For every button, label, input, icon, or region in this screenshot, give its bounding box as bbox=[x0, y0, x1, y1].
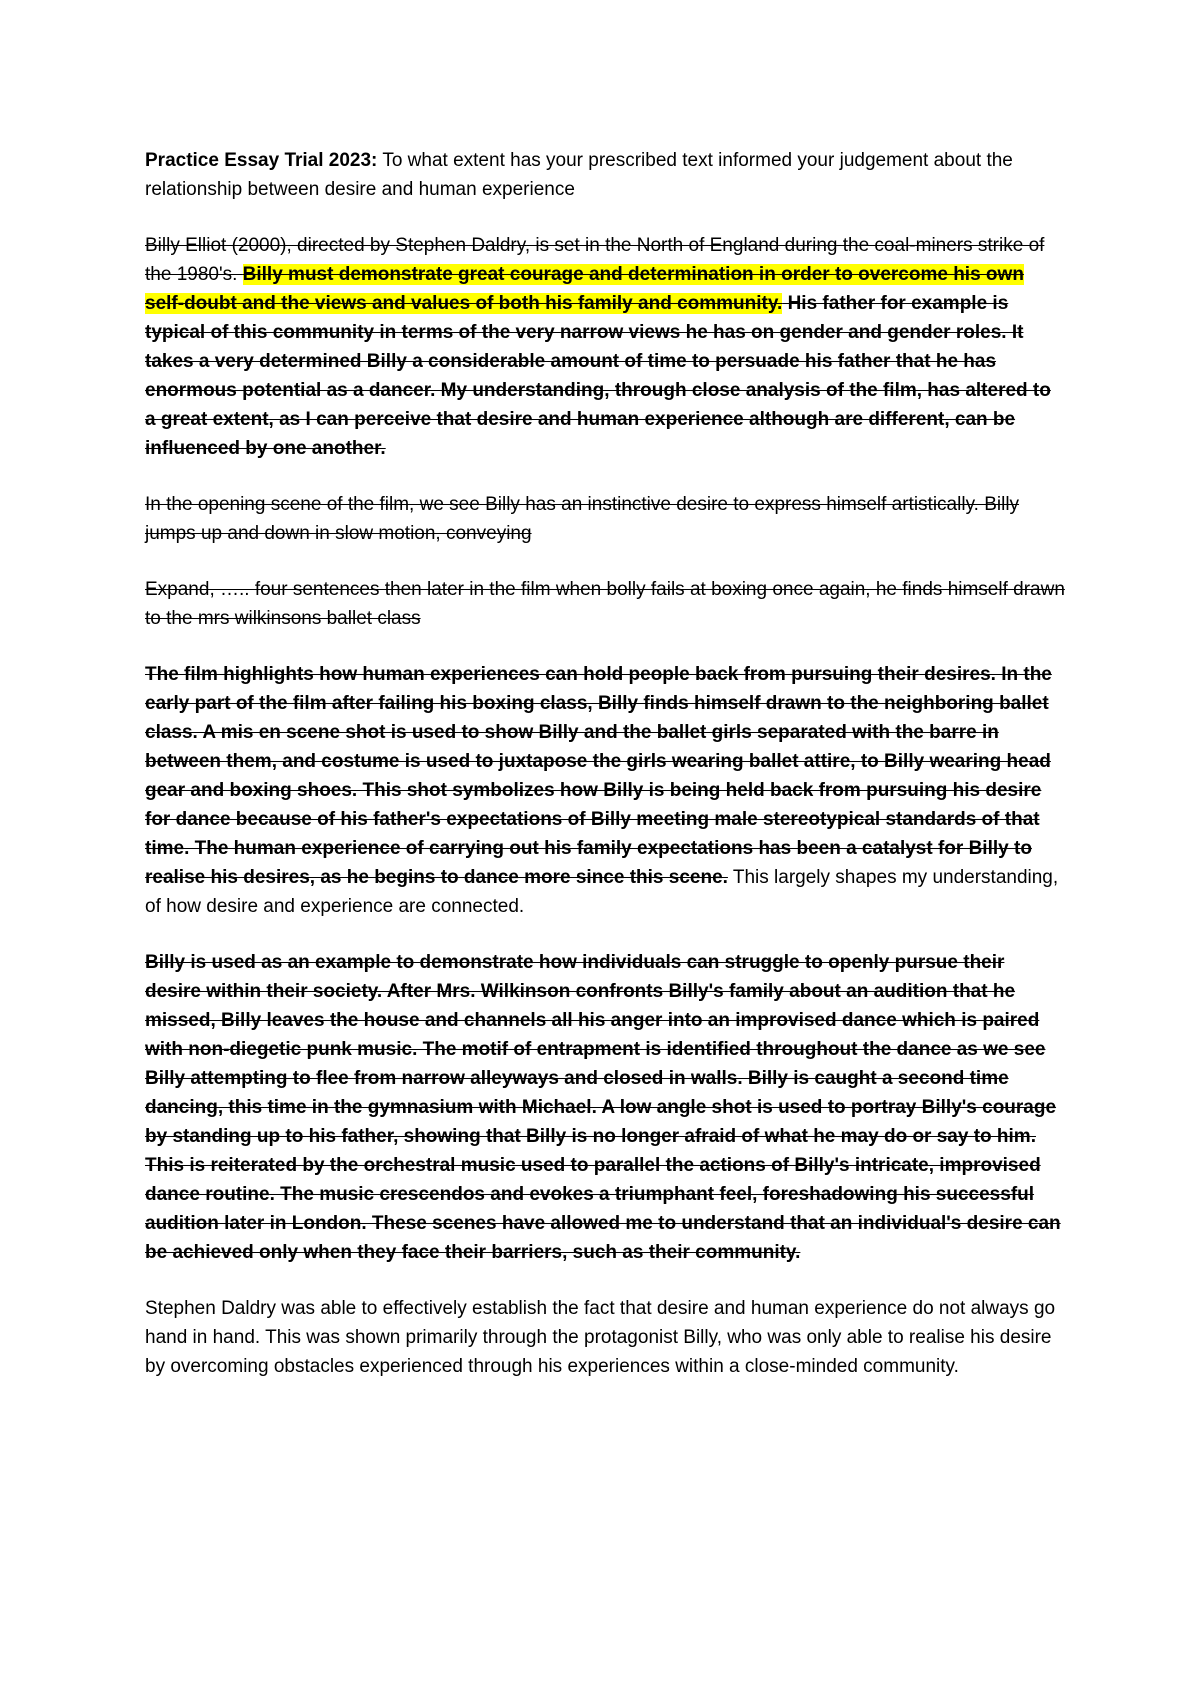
paragraph-expand-note bbox=[145, 575, 1065, 633]
paragraph-conclusion bbox=[145, 1294, 1065, 1381]
essay-question bbox=[145, 146, 1065, 204]
body-one-plain-text: This largely shapes my understanding, of how desire and experience are connected. bbox=[145, 867, 1059, 917]
paragraph-opening-scene bbox=[145, 490, 1065, 548]
paragraph-body-two bbox=[145, 948, 1065, 1267]
paragraph-introduction bbox=[145, 231, 1065, 463]
paragraph-body-one bbox=[145, 660, 1065, 921]
conclusion-text: Stephen Daldry was able to effectively establish the fact that desire and human experience do not always go hand in hand. This was shown primarily through the protagonist Billy, who was only able to realise his desire by overcoming obstacles experienced through his experiences within a close-minded community. bbox=[145, 1298, 1056, 1377]
opening-scene-struck-text: In the opening scene of the film, we see Billy has an instinctive desire to express himself artistically. Billy jumps up and down in slow motion, conveying bbox=[145, 494, 1020, 544]
intro-struck-text: Billy Elliot (2000), directed by Stephen Daldry, is set in the North of England during the coal-miners strike of the 1980's. bbox=[145, 235, 1045, 285]
body-two-struck-text: Billy is used as an example to demonstrate how individuals can struggle to openly pursue their desire within their society. After Mrs. Wilkinson confronts Billy's family about an audition that he missed, Billy leaves the house and channels all his anger into an improvised dance which is paired with non-diegetic punk music. The motif of entrapment is identified throughout the dance as we see Billy attempting to flee from narrow alleyways and closed in walls. Billy is caught a second time dancing, this time in the gymnasium with Michael. A low angle shot is used to portray Billy's courage by standing up to his father, showing that Billy is no longer afraid of what he may do or say to him. This is reiterated by the orchestral music used to parallel the actions of Billy's intricate, improvised dance routine. The music crescendos and evokes a triumphant feel, foreshadowing his successful audition later in London. These scenes have allowed me to understand that an individual's desire can be achieved only when they face their barriers, such as their community. bbox=[145, 952, 1061, 1263]
expand-note-struck-text: Expand, ….. four sentences then later in the film when bolly fails at boxing once again, he finds himself drawn to the mrs wilkinsons ballet class bbox=[145, 579, 1065, 629]
essay-question-text: To what extent has your prescribed text informed your judgement about the relationship between desire and human experience bbox=[145, 150, 1013, 200]
document-page bbox=[145, 146, 1065, 1408]
body-one-struck-text: The film highlights how human experiences can hold people back from pursuing their desires. In the early part of the film after failing his boxing class, Billy finds himself drawn to the neighboring ballet class. A mis en scene shot is used to show Billy and the ballet girls separated with the barre in between them, and costume is used to juxtapose the girls wearing ballet attire, to Billy wearing head gear and boxing shoes. This shot symbolizes how Billy is being held back from pursuing his desire for dance because of his father's expectations of Billy meeting male stereotypical standards of that time. The human experience of carrying out his family expectations has been a catalyst for Billy to realise his desires, as he begins to dance more since this scene. bbox=[145, 664, 1052, 888]
essay-heading-label: Practice Essay Trial 2023: bbox=[145, 150, 378, 171]
intro-highlighted-thesis: Billy must demonstrate great courage and determination in order to overcome his own self-doubt and the views and values of both his family and community. bbox=[145, 264, 1024, 314]
intro-struck-bold-text: His father for example is typical of this community in terms of the very narrow views he has on gender and gender roles. It takes a very determined Billy a considerable amount of time to persuade his father that he has enormous potential as a dancer. My understanding, through close analysis of the film, has altered to a great extent, as I can perceive that desire and human experience although are different, can be influenced by one another. bbox=[145, 293, 1051, 459]
